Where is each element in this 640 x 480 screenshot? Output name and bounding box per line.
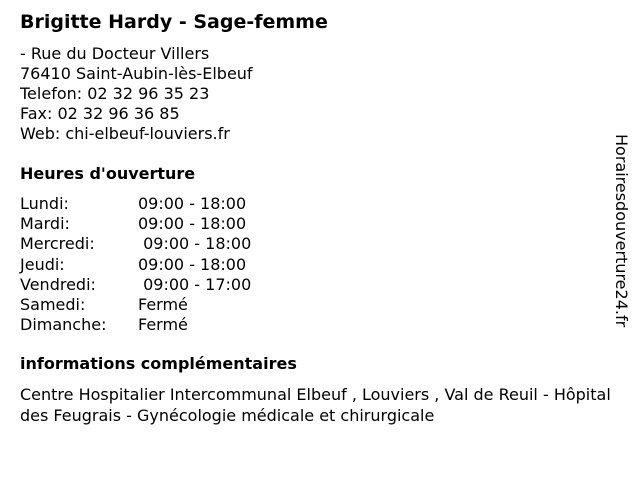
info-heading: informations complémentaires [20, 354, 297, 373]
info-description: Centre Hospitalier Intercommunal Elbeuf , Louviers , Val de Reuil - Hôpital des Feugrais - Gynécologie médicale et chirurgicale [20, 385, 611, 425]
fax-number: Fax: 02 32 96 36 85 [20, 104, 180, 123]
hours-row-jeudi [20, 255, 251, 275]
site-watermark: Horairesdouverture24.fr [612, 134, 631, 328]
street-address: - Rue du Docteur Villers [20, 44, 210, 63]
time-value: Fermé [138, 294, 188, 314]
day-label: Jeudi: [20, 254, 65, 274]
opening-hours-table [20, 194, 251, 335]
hours-row-samedi [20, 295, 251, 315]
time-value: 09:00 - 18:00 [138, 254, 247, 274]
day-label: Dimanche: [20, 315, 107, 335]
day-label: Vendredi: [20, 274, 96, 294]
time-value: Fermé [138, 315, 188, 335]
website-link: Web: chi-elbeuf-louviers.fr [20, 124, 230, 143]
hours-row-mardi [20, 214, 251, 234]
time-value: 09:00 - 18:00 [138, 194, 247, 213]
contact-block [20, 44, 253, 144]
time-value: 09:00 - 18:00 [138, 234, 252, 254]
hours-heading: Heures d'ouverture [20, 164, 196, 183]
day-label: Mardi: [20, 214, 70, 234]
day-label: Lundi: [20, 194, 69, 213]
hours-row-lundi [20, 194, 251, 214]
time-value: 09:00 - 18:00 [138, 214, 247, 234]
hours-row-vendredi [20, 275, 251, 295]
hours-row-mercredi [20, 234, 251, 254]
phone-number: Telefon: 02 32 96 35 23 [20, 84, 210, 103]
day-label: Mercredi: [20, 234, 95, 254]
page-title: Brigitte Hardy - Sage-femme [20, 11, 328, 33]
hours-row-dimanche [20, 315, 251, 335]
city-address: 76410 Saint-Aubin-lès-Elbeuf [20, 64, 253, 83]
time-value: 09:00 - 17:00 [138, 274, 252, 294]
day-label: Samedi: [20, 294, 86, 314]
